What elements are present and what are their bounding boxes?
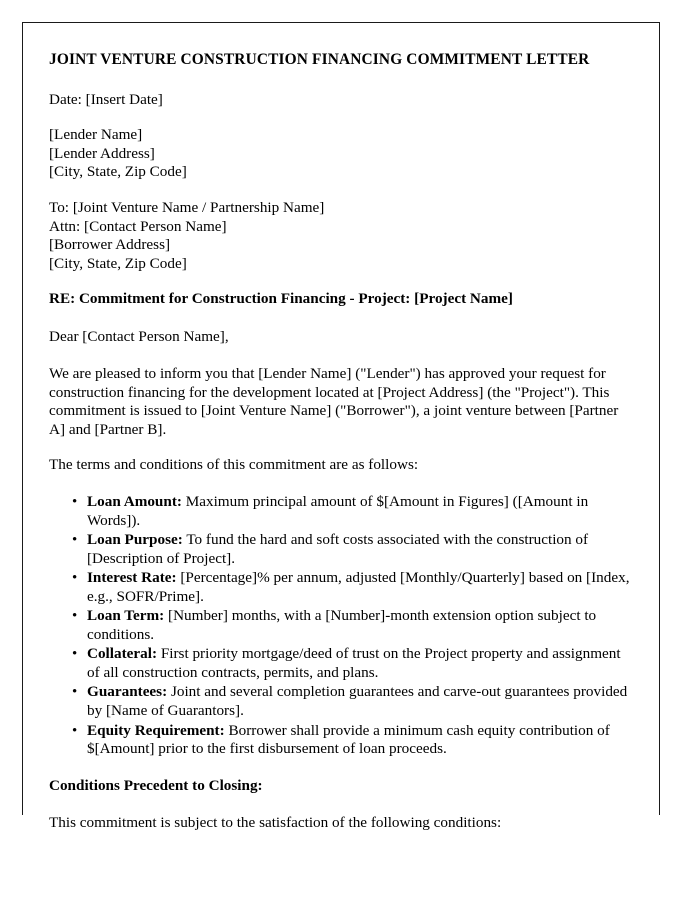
- lender-address-block: [49, 126, 633, 182]
- term-label: Collateral:: [87, 645, 158, 663]
- recipient-city-line: [City, State, Zip Code]: [49, 254, 187, 272]
- term-label: Loan Purpose:: [87, 531, 183, 549]
- conditions-heading: Conditions Precedent to Closing:: [49, 776, 263, 794]
- list-item: [49, 493, 633, 530]
- term-label: Equity Requirement:: [87, 721, 225, 739]
- re-subject-line: RE: Commitment for Construction Financing - Project: [Project Name]: [49, 290, 513, 308]
- recipient-address-block: [49, 199, 633, 273]
- term-label: Guarantees:: [87, 683, 168, 701]
- term-text: Borrower shall provide a minimum cash equity contribution of $[Amount] prior to the first disbursement of loan proceeds.: [87, 721, 610, 758]
- salutation: Dear [Contact Person Name],: [49, 327, 229, 345]
- terms-lead-in: The terms and conditions of this commitment are as follows:: [49, 456, 419, 474]
- list-item: [49, 531, 633, 568]
- page-title: JOINT VENTURE CONSTRUCTION FINANCING COMMITMENT LETTER: [49, 51, 590, 68]
- term-text: To fund the hard and soft costs associated with the construction of [Description of Project].: [87, 531, 589, 567]
- recipient-to-line: To: [Joint Venture Name / Partnership Name]: [49, 198, 325, 216]
- conditions-intro-paragraph: This commitment is subject to the satisfaction of the following conditions:: [49, 814, 502, 832]
- recipient-address-line: [Borrower Address]: [49, 236, 171, 254]
- list-item: [49, 569, 633, 606]
- term-text: Maximum principal amount of $[Amount in Figures] ([Amount in Words]).: [87, 492, 589, 529]
- term-text: [Number] months, with a [Number]-month extension option subject to conditions.: [87, 607, 597, 643]
- lender-city-line: [City, State, Zip Code]: [49, 163, 187, 181]
- lender-name-line: [Lender Name]: [49, 126, 143, 144]
- intro-paragraph: We are pleased to inform you that [Lender Name] ("Lender") has approved your request for construction financing for the development located at [Project Address] (the "Project"). This commitment is issued to [Joint Venture Name] ("Borrower"), a joint venture between [Partner A] and [Partner B].: [49, 365, 619, 438]
- list-item: [49, 645, 633, 682]
- term-text: First priority mortgage/deed of trust on the Project property and assignment of all construction contracts, permits, and plans.: [87, 645, 621, 681]
- document-page: [22, 22, 660, 832]
- list-item: [49, 683, 633, 720]
- document-body: [49, 51, 633, 833]
- date-line: Date: [Insert Date]: [49, 90, 163, 108]
- list-item: [49, 722, 633, 759]
- lender-address-line: [Lender Address]: [49, 144, 155, 162]
- list-item: [49, 607, 633, 644]
- term-label: Loan Amount:: [87, 492, 182, 510]
- term-text: Joint and several completion guarantees and carve-out guarantees provided by [Name of Guarantors].: [87, 683, 628, 719]
- terms-list: [49, 493, 633, 759]
- term-text: [Percentage]% per annum, adjusted [Monthly/Quarterly] based on [Index, e.g., SOFR/Prime].: [87, 569, 630, 605]
- term-label: Loan Term:: [87, 607, 165, 625]
- recipient-attn-line: Attn: [Contact Person Name]: [49, 217, 227, 235]
- term-label: Interest Rate:: [87, 569, 177, 587]
